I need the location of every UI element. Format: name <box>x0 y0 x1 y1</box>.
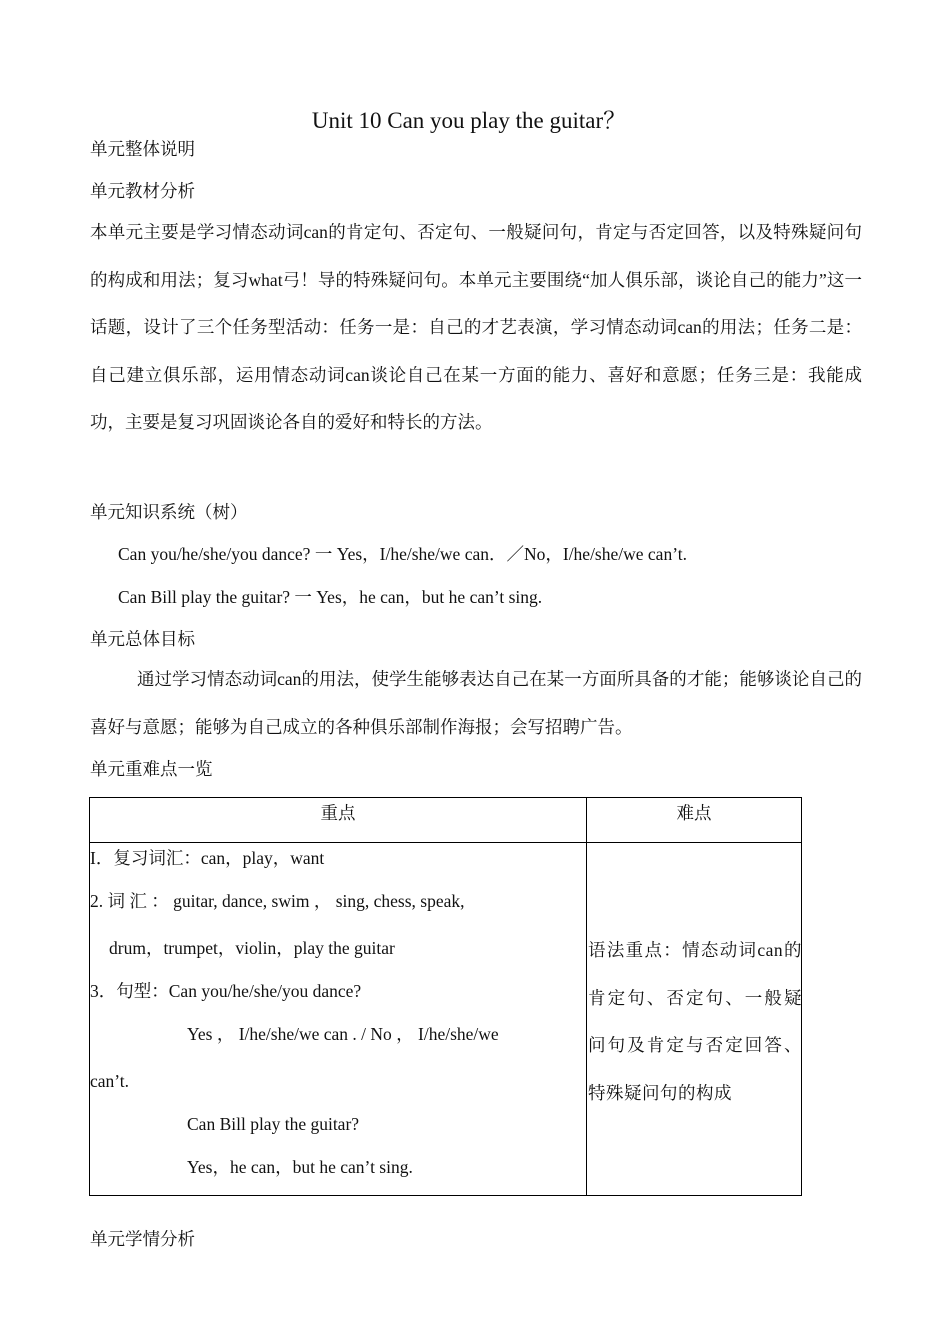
goal-heading: 单元总体目标 <box>90 629 195 649</box>
overview-heading: 单元整体说明 <box>90 139 195 159</box>
table-header-row <box>90 798 802 843</box>
material-heading: 单元教材分析 <box>90 181 195 201</box>
knowledge-line-1: Can you/he/she/you dance? 一 Yes，I/he/she/we can．／No，I/he/she/we can’t. <box>118 544 687 564</box>
key-line-6: can’t. <box>90 1071 130 1091</box>
key-points-cell <box>90 843 587 1196</box>
difficult-text: 语法重点：情态动词can的肯定句、否定句、一般疑问句及肯定与否定回答、特殊疑问句的构成 <box>588 940 802 1103</box>
keypoints-table <box>89 797 802 1196</box>
knowledge-heading: 单元知识系统（树） <box>90 502 248 522</box>
header-key-points: 重点 <box>90 798 587 843</box>
key-line-4: 3．句型：Can you/he/she/you dance? <box>90 981 362 1001</box>
goal-paragraph: 通过学习情态动词can的用法，使学生能够表达自己在某一方面所具备的才能；能够谈论自己的喜好与意愿；能够为自己成立的各种俱乐部制作海报；会写招聘广告。 <box>90 669 862 737</box>
key-line-7: Can Bill play the guitar? <box>187 1114 360 1134</box>
key-line-2: 2. 词 汇 ： guitar, dance, swim ， sing, chess, speak, <box>90 891 465 911</box>
key-line-1: I．复习词汇：can，play，want <box>90 848 325 868</box>
keypoints-heading: 单元重难点一览 <box>90 759 213 779</box>
key-line-5: Yes ， I/he/she/we can . / No ， I/he/she/we <box>187 1024 499 1044</box>
key-line-8: Yes，he can，but he can’t sing. <box>187 1157 413 1177</box>
learner-heading: 单元学情分析 <box>90 1229 195 1249</box>
header-difficult-points: 难点 <box>587 798 802 843</box>
document-title: Unit 10 Can you play the guitar？ <box>311 108 627 133</box>
table-body-row <box>90 843 802 1196</box>
knowledge-line-2: Can Bill play the guitar? 一 Yes，he can，but he can’t sing. <box>118 587 543 607</box>
difficult-points-cell <box>587 843 802 1196</box>
material-paragraph: 本单元主要是学习情态动词can的肯定句、否定句、一般疑问句，肯定与否定回答，以及特殊疑问句的构成和用法；复习what弓！导的特殊疑问句。本单元主要围绕“加人俱乐部，谈论自己的能力”这一话题，设计了三个任务型活动：任务一是：自己的才艺表演，学习情态动词can的用法；任务二是：自己建立俱乐部，运用情态动词can谈论自己在某一方面的能力、喜好和意愿；任务三是：我能成功，主要是复习巩固谈论各自的爱好和特长的方法。 <box>90 222 862 432</box>
key-line-3: drum，trumpet，violin，play the guitar <box>109 938 395 958</box>
